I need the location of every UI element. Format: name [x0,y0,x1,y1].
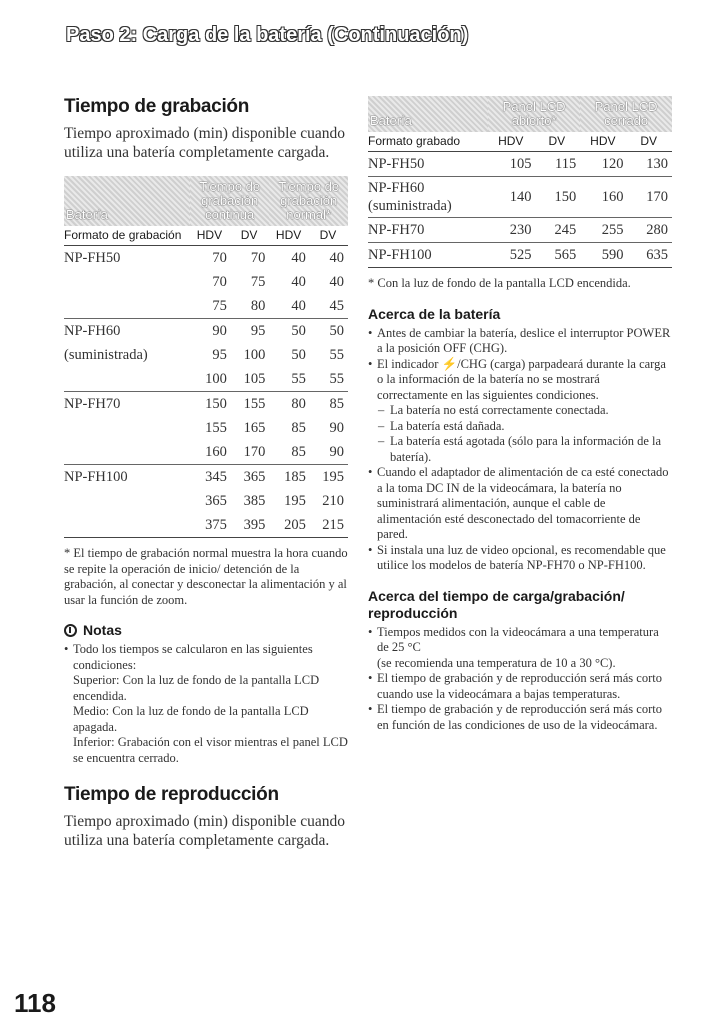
table-row [64,294,348,319]
notes-list [64,642,348,673]
about-time-b1b: (se recomienda una temperatura de 10 a 30 °C). [377,655,616,670]
header-lcd-closed: Panel LCD cerrado [580,96,672,132]
table-row [64,367,348,392]
cell: 50 [269,319,310,344]
format-dv: DV [310,226,348,246]
cell: 635 [627,243,672,268]
cell: 90 [190,319,231,344]
table-row [64,416,348,440]
header-battery: Batería [64,176,190,226]
recording-table-header [64,176,348,226]
notes-bottom: Inferior: Grabación con el visor mientras el panel LCD se encuentra cerrado. [73,735,348,765]
playback-time-table [368,96,672,268]
table-row [64,392,348,417]
cell: 40 [291,250,306,266]
cell: 120 [601,156,624,172]
cell: 395 [231,513,269,538]
cell: 565 [535,243,580,268]
list-item: • El tiempo de grabación y de reproducción será más corto cuando use la videocámara a bajas temperaturas. [368,671,672,702]
cell: 105 [509,156,532,172]
battery-name: NP-FH50 [368,156,425,172]
table-row [64,440,348,465]
recording-intro: Tiempo aproximado (min) disponible cuando utiliza una batería completamente cargada. [64,125,345,161]
table-row [64,465,348,490]
cell: 170 [627,177,672,218]
list-item: – La batería está dañada. [378,419,672,435]
cell: 345 [190,465,231,490]
cell: 90 [329,420,344,436]
cell: 50 [291,347,306,363]
format-hdv: HDV [580,132,627,152]
recording-time-table [64,176,348,538]
cell: 140 [488,177,535,218]
cell: 40 [329,250,344,266]
list-item [368,625,672,672]
playback-time-heading: Tiempo de reproducción [64,784,279,805]
cell: 255 [580,218,627,243]
cell: 230 [488,218,535,243]
cell: 70 [212,250,227,266]
cell: 70 [212,274,227,290]
cell: 365 [205,493,227,509]
list-item: • Si instala una luz de video opcional, es recomendable que utilice los modelos de batería NP-FH70 o NP-FH100. [368,543,672,574]
cell: 55 [329,371,344,387]
format-label: Formato grabado [368,132,488,152]
list-item: • El tiempo de grabación y de reproducción será más corto en función de las condiciones de uso de la videocámara. [368,702,672,733]
cell: 50 [310,319,348,344]
battery-name: NP-FH70 [64,392,190,417]
cell: 160 [580,177,627,218]
cell: 195 [284,493,306,509]
table-row [368,177,672,218]
cell: 100 [205,371,227,387]
cell: 40 [291,274,306,290]
cell: 525 [488,243,535,268]
cell: 70 [250,250,266,266]
cell: 375 [190,513,231,538]
format-dv: DV [627,132,672,152]
cell: 85 [291,444,306,460]
cell: 195 [310,465,348,490]
cell: 75 [212,298,227,314]
table-row [368,152,672,177]
about-time-b1: Tiempos medidos con la videocámara a una temperatura de 25 °C [377,624,659,654]
battery-note: (suministrada) [368,198,452,214]
cell: 155 [231,392,269,417]
table-row [368,218,672,243]
cell: 115 [554,156,577,172]
header-normal: Tiempo de grabación normal* [269,176,348,226]
cell: 205 [269,513,310,538]
cell: 95 [212,347,227,363]
notes-icon [64,624,77,637]
notes-middle: Medio: Con la luz de fondo de la pantalla LCD apagada. [73,704,309,734]
header-lcd-open: Panel LCD abierto* [488,96,580,132]
cell: 95 [231,319,269,344]
table-row [64,343,348,367]
cell: 385 [243,493,266,509]
cell: 55 [329,347,344,363]
cell: 215 [310,513,348,538]
page-number: 118 [14,988,56,1018]
table-row [368,243,672,268]
table-row [64,246,348,271]
cell: 155 [205,420,227,436]
list-item: • El indicador ⚡/CHG (carga) parpadeará durante la carga o la información de la batería no se mostrará correctamente en las siguientes condiciones. [368,357,672,404]
cell: 130 [646,156,668,172]
battery-name [368,177,488,218]
format-dv: DV [231,226,269,246]
list-item: • Cuando el adaptador de alimentación de ca esté conectado a la toma DC IN de la videocámara, la batería no suministrará alimentación, aunque el cable de alimentación esté desconectado del tomacorriente de pared. [368,465,672,543]
right-column [368,96,672,733]
notes-heading [64,622,348,639]
cell: 105 [243,371,266,387]
cell: 150 [190,392,231,417]
notes-title: Notas [83,622,122,638]
cell: 85 [310,392,348,417]
battery-name-text: NP-FH60 [368,180,425,196]
recording-format-row [64,226,348,246]
notes-top: Superior: Con la luz de fondo de la pantalla LCD encendida. [73,673,320,703]
about-time-list [368,625,672,734]
cell: 80 [269,392,310,417]
cell: 590 [580,243,627,268]
battery-name: NP-FH100 [64,465,190,490]
table-row [64,513,348,538]
header-continuous: Tiempo de grabación continua [190,176,269,226]
format-dv: DV [535,132,580,152]
cell: 75 [250,274,266,290]
cell: 100 [243,347,266,363]
format-hdv: HDV [269,226,310,246]
cell: 170 [243,444,266,460]
cell: 280 [627,218,672,243]
recording-time-heading: Tiempo de grabación [64,96,250,117]
battery-note: (suministrada) [64,347,148,363]
playback-format-row [368,132,672,152]
list-item: – La batería está agotada (sólo para la información de la batería). [378,434,672,465]
about-battery-sublist [368,403,672,465]
list-item: • Todo los tiempos se calcularon en las siguientes condiciones: [64,642,348,673]
list-item: – La batería no está correctamente conectada. [378,403,672,419]
about-time-heading: Acerca del tiempo de carga/grabación/ reproducción [368,587,625,621]
cell: 365 [231,465,269,490]
battery-name: NP-FH70 [368,218,488,243]
battery-name: NP-FH60 [64,319,190,344]
list-item: • Antes de cambiar la batería, deslice el interruptor POWER a la posición OFF (CHG). [368,326,672,357]
playback-footnote: * Con la luz de fondo de la pantalla LCD encendida. [368,276,631,290]
about-battery-list-2 [368,465,672,574]
format-label: Formato de grabación [64,226,190,246]
playback-intro: Tiempo aproximado (min) disponible cuando utiliza una batería completamente cargada. [64,813,345,849]
format-hdv: HDV [190,226,231,246]
left-column [64,96,348,864]
cell: 150 [535,177,580,218]
cell: 40 [329,274,344,290]
cell: 80 [250,298,266,314]
battery-name: NP-FH100 [368,243,488,268]
cell: 40 [291,298,306,314]
page-header: Paso 2: Carga de la batería (Continuación) [66,24,469,46]
table-row [64,489,348,513]
cell: 210 [322,493,344,509]
cell: 90 [329,444,344,460]
recording-footnote: * El tiempo de grabación normal muestra la hora cuando se repite la operación de inicio/ detención de la grabación, al conectar y desconectar la alimentación y al usar la función de zoom. [64,546,348,607]
table-row [64,319,348,344]
about-battery-heading: Acerca de la batería [368,305,501,322]
cell: 160 [205,444,227,460]
cell: 165 [243,420,266,436]
format-hdv: HDV [488,132,535,152]
cell: 55 [291,371,306,387]
battery-name: NP-FH50 [64,250,121,266]
cell: 185 [269,465,310,490]
table-row [64,270,348,294]
playback-table-header [368,96,672,132]
cell: 85 [291,420,306,436]
cell: 45 [329,298,344,314]
about-battery-list [368,326,672,404]
cell: 245 [535,218,580,243]
header-battery: Batería [368,96,488,132]
